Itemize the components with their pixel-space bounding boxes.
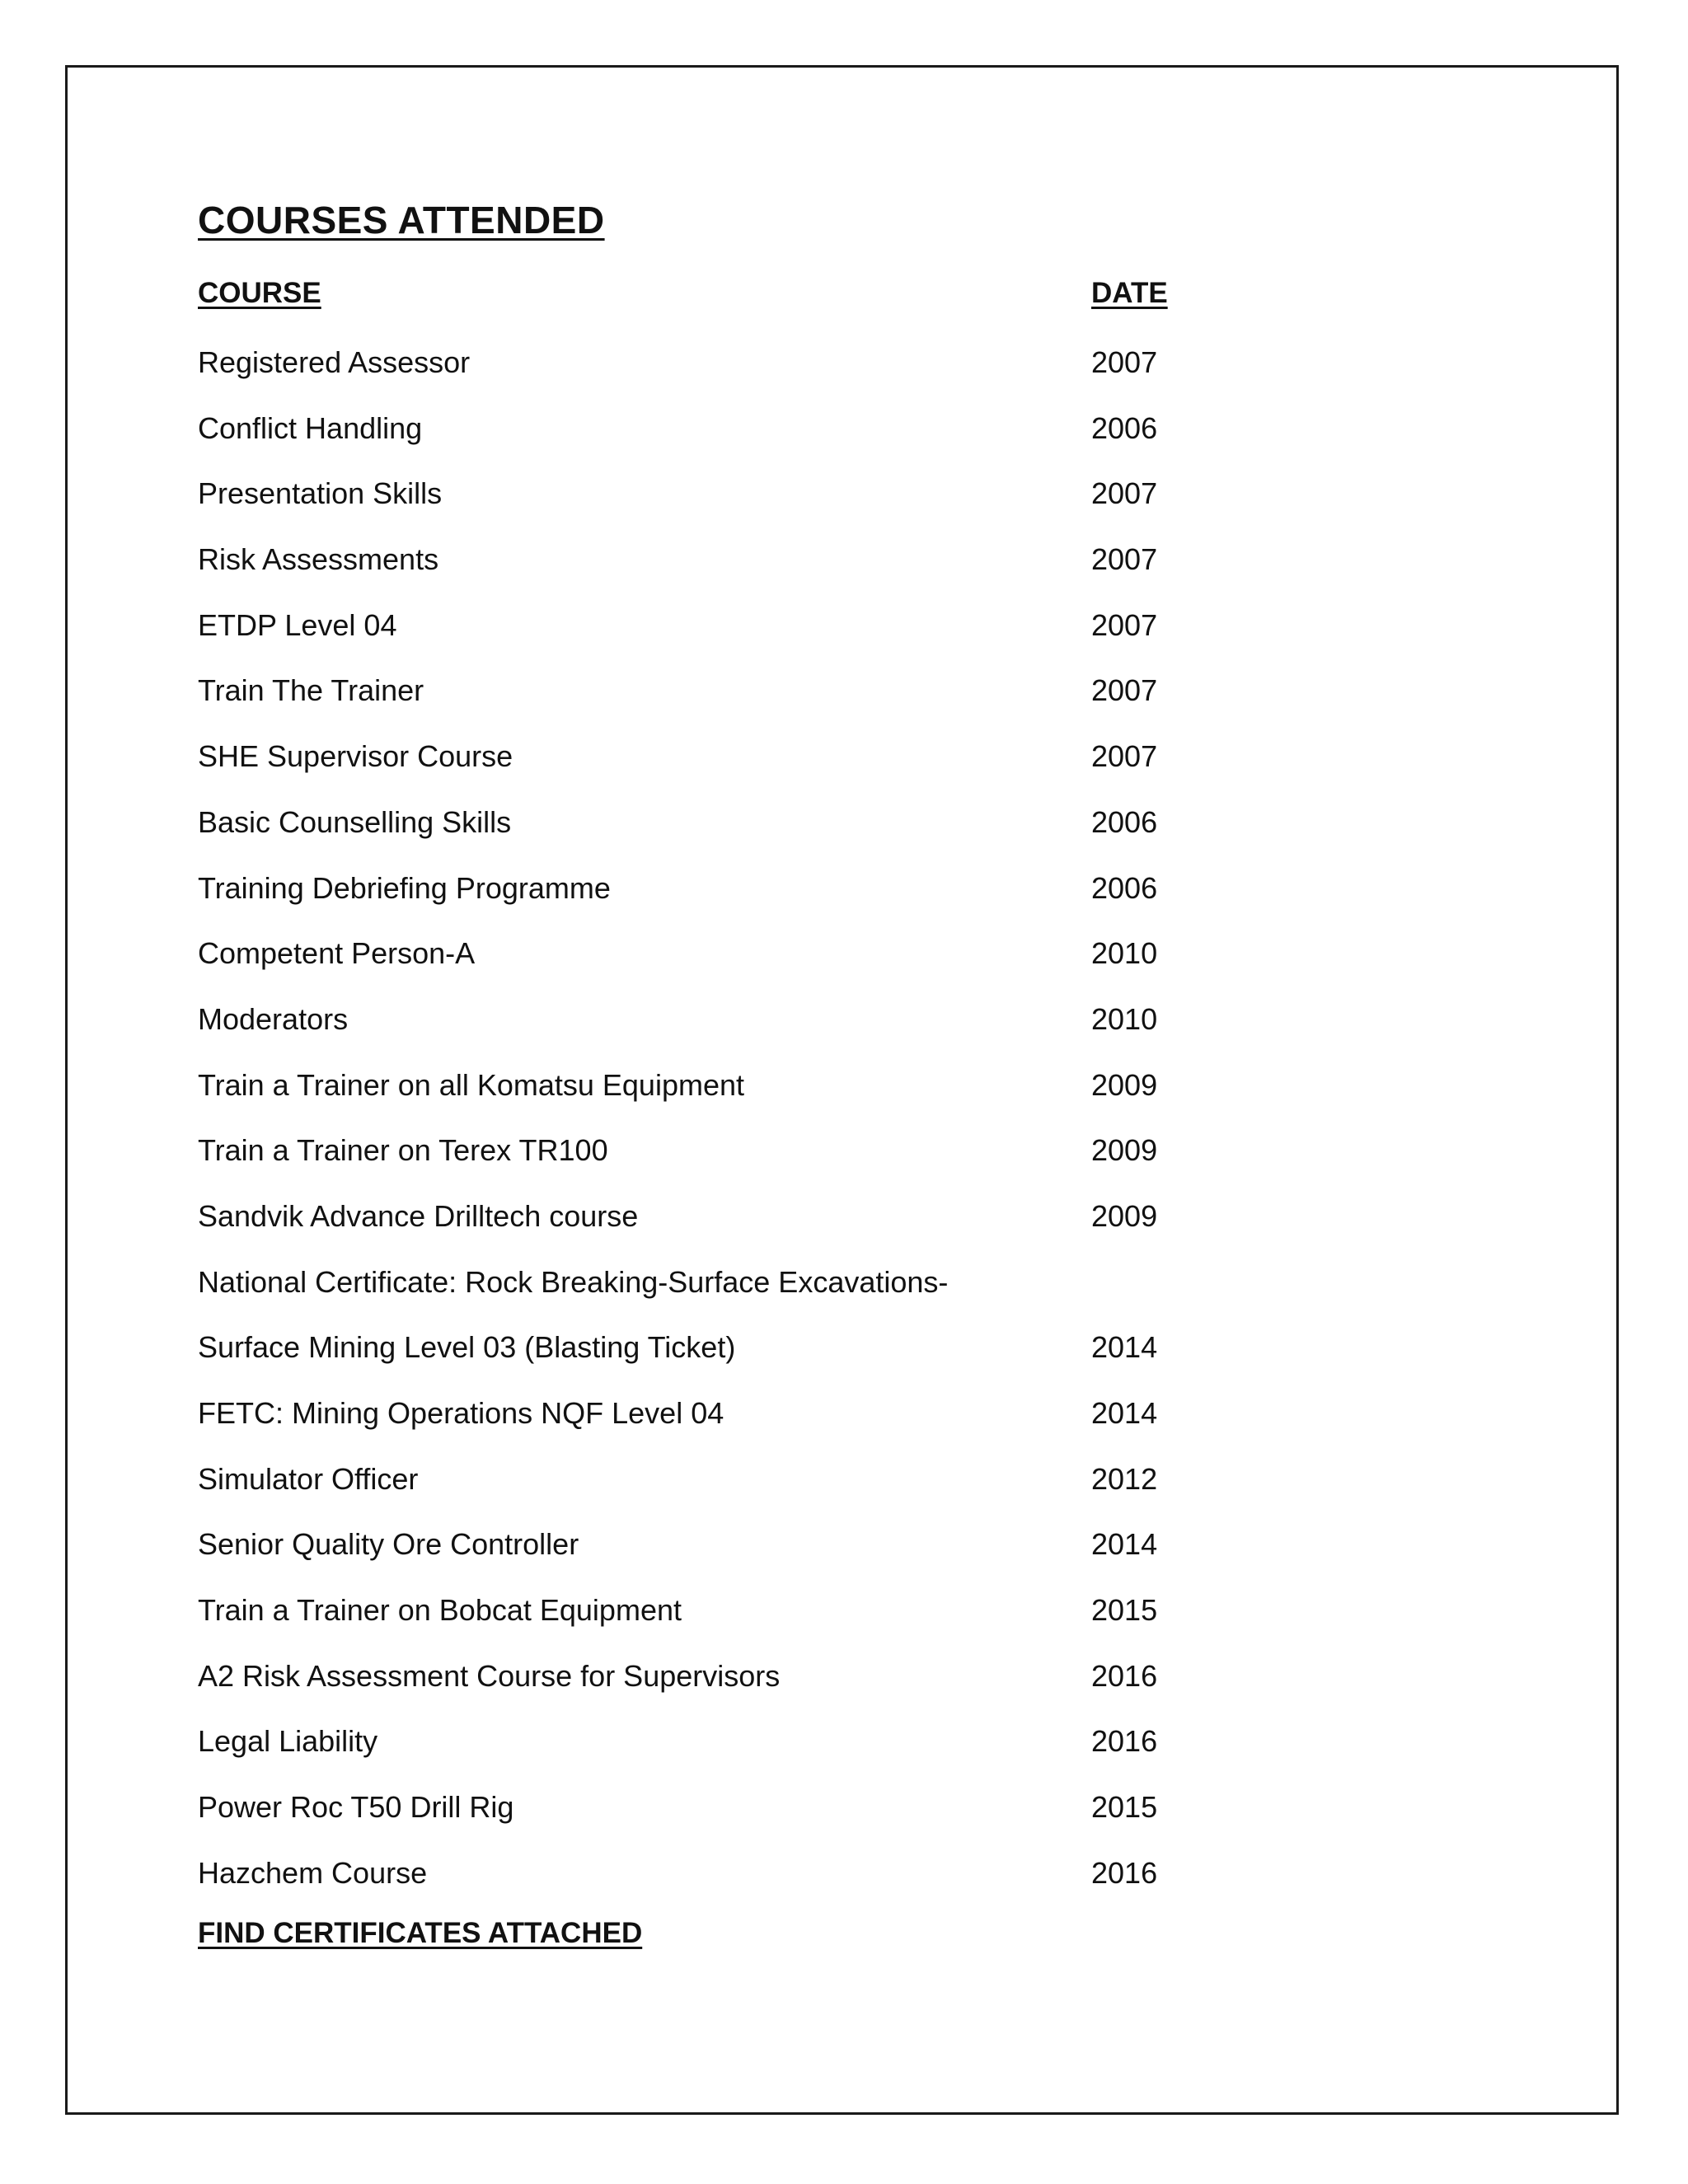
course-name: Risk Assessments <box>198 542 439 577</box>
course-row <box>198 868 1352 934</box>
course-name: Legal Liability <box>198 1724 378 1759</box>
course-name: SHE Supervisor Course <box>198 739 513 774</box>
course-row <box>198 1065 1352 1131</box>
course-row <box>198 1327 1352 1393</box>
course-date: 2012 <box>1091 1461 1158 1496</box>
course-row <box>198 408 1352 474</box>
course-name: Hazchem Course <box>198 1855 428 1890</box>
course-row <box>198 1721 1352 1787</box>
course-name: Sandvik Advance Drilltech course <box>198 1198 639 1233</box>
course-name: Train The Trainer <box>198 673 424 708</box>
course-row <box>198 933 1352 999</box>
course-name: Power Roc T50 Drill Rig <box>198 1790 514 1825</box>
course-row <box>198 1459 1352 1525</box>
course-date: 2015 <box>1091 1790 1158 1825</box>
course-name: Simulator Officer <box>198 1461 419 1496</box>
course-name: Registered Assessor <box>198 345 471 379</box>
course-name: A2 Risk Assessment Course for Supervisors <box>198 1658 781 1693</box>
course-date: 2007 <box>1091 542 1158 577</box>
course-name: Train a Trainer on all Komatsu Equipment <box>198 1067 744 1102</box>
course-date: 2009 <box>1091 1198 1158 1233</box>
course-date: 2014 <box>1091 1330 1158 1365</box>
course-date: 2016 <box>1091 1855 1158 1890</box>
column-header-course: COURSE <box>198 277 321 309</box>
course-name: Senior Quality Ore Controller <box>198 1527 579 1562</box>
course-date: 2010 <box>1091 1001 1158 1036</box>
course-date: 2009 <box>1091 1133 1158 1168</box>
column-header-date: DATE <box>1091 277 1168 309</box>
course-date: 2007 <box>1091 607 1158 642</box>
course-date: 2009 <box>1091 1067 1158 1102</box>
course-row <box>198 539 1352 605</box>
course-name: Training Debriefing Programme <box>198 870 611 905</box>
course-date: 2007 <box>1091 673 1158 708</box>
course-date: 2006 <box>1091 870 1158 905</box>
certificates-note: FIND CERTIFICATES ATTACHED <box>198 1917 643 1949</box>
course-name: Train a Trainer on Terex TR100 <box>198 1133 608 1168</box>
course-name: Train a Trainer on Bobcat Equipment <box>198 1593 682 1628</box>
course-date: 2007 <box>1091 739 1158 774</box>
course-row <box>198 999 1352 1065</box>
course-name: FETC: Mining Operations NQF Level 04 <box>198 1396 724 1430</box>
course-row <box>198 802 1352 868</box>
page-title: COURSES ATTENDED <box>198 199 605 241</box>
course-name: Moderators <box>198 1001 349 1036</box>
course-name: Conflict Handling <box>198 410 423 445</box>
course-row <box>198 1130 1352 1196</box>
course-row <box>198 736 1352 802</box>
course-date: 2016 <box>1091 1658 1158 1693</box>
course-date: 2006 <box>1091 410 1158 445</box>
course-date: 2006 <box>1091 804 1158 839</box>
course-row <box>198 1524 1352 1590</box>
course-name: Presentation Skills <box>198 476 443 511</box>
course-name: ETDP Level 04 <box>198 607 397 642</box>
course-date: 2014 <box>1091 1527 1158 1562</box>
courses-list <box>198 342 1352 1919</box>
course-row <box>198 1196 1352 1262</box>
course-row <box>198 605 1352 671</box>
course-name: Basic Counselling Skills <box>198 804 512 839</box>
course-row <box>198 1853 1352 1919</box>
course-date: 2007 <box>1091 476 1158 511</box>
course-name: National Certificate: Rock Breaking-Surface Excavations- <box>198 1264 949 1299</box>
course-row <box>198 1656 1352 1722</box>
course-row <box>198 473 1352 539</box>
course-row <box>198 1262 1352 1328</box>
course-row <box>198 342 1352 408</box>
course-date: 2016 <box>1091 1724 1158 1759</box>
course-date: 2010 <box>1091 936 1158 971</box>
course-date: 2015 <box>1091 1593 1158 1628</box>
course-row <box>198 1787 1352 1853</box>
course-name: Surface Mining Level 03 (Blasting Ticket) <box>198 1330 736 1365</box>
course-row <box>198 670 1352 736</box>
course-name: Competent Person-A <box>198 936 476 971</box>
course-row <box>198 1590 1352 1656</box>
course-date: 2014 <box>1091 1396 1158 1430</box>
course-date: 2007 <box>1091 345 1158 379</box>
course-row <box>198 1393 1352 1459</box>
